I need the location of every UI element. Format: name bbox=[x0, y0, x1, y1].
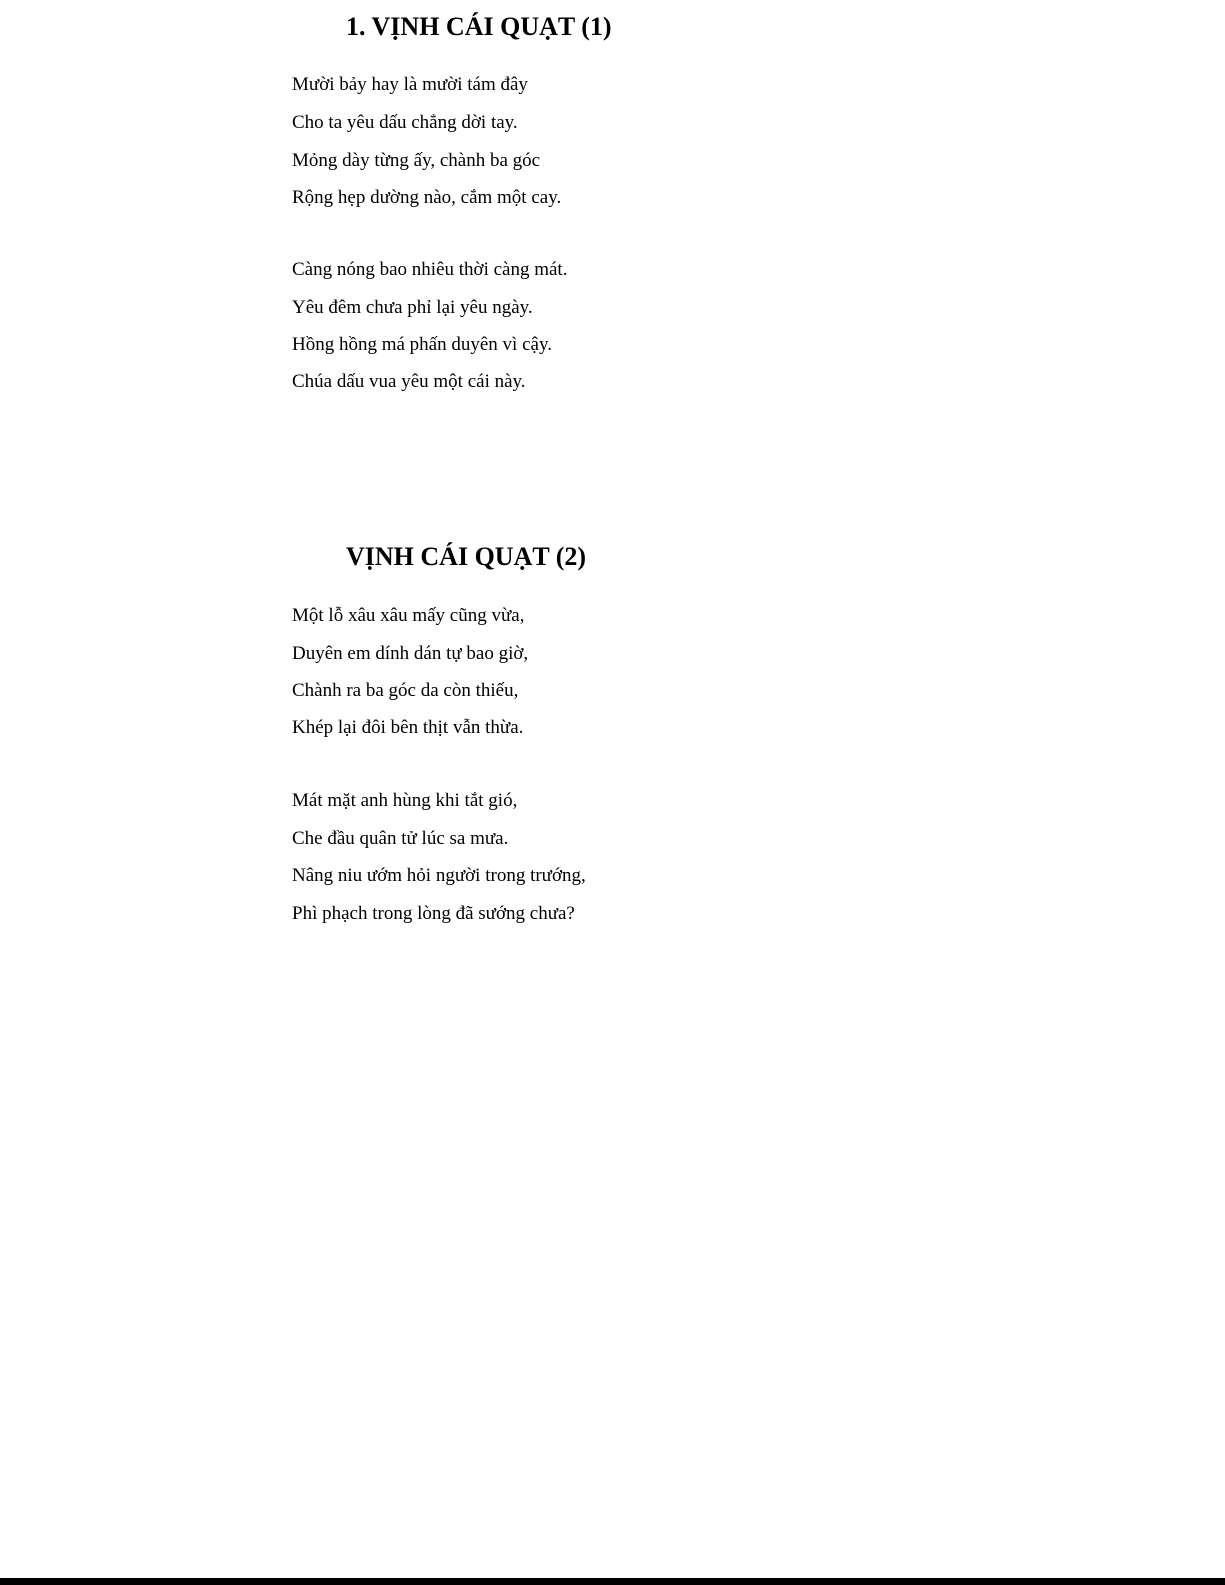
poem-line: Duyên em dính dán tự bao giờ, bbox=[292, 643, 529, 664]
poem-line: Càng nóng bao nhiêu thời càng mát. bbox=[292, 259, 568, 280]
poem-line: Một lỗ xâu xâu mấy cũng vừa, bbox=[292, 605, 525, 626]
poem-line: Rộng hẹp dường nào, cắm một cay. bbox=[292, 187, 562, 208]
poem-line: Mát mặt anh hùng khi tắt gió, bbox=[292, 790, 518, 811]
page-bottom-border bbox=[0, 1578, 1225, 1585]
poem-line: Nâng niu ướm hỏi người trong trướng, bbox=[292, 865, 586, 886]
poem-2-title: VỊNH CÁI QUẠT (2) bbox=[346, 542, 587, 571]
poem-line: Mười bảy hay là mười tám đây bbox=[292, 74, 528, 95]
poem-line: Cho ta yêu dấu chẳng dời tay. bbox=[292, 112, 518, 133]
poem-line: Yêu đêm chưa phỉ lại yêu ngày. bbox=[292, 297, 533, 318]
poem-1-title: 1. VỊNH CÁI QUẠT (1) bbox=[346, 12, 612, 41]
poem-line: Chành ra ba góc da còn thiếu, bbox=[292, 680, 519, 701]
poem-line: Phì phạch trong lòng đã sướng chưa? bbox=[292, 903, 575, 924]
poem-line: Khép lại đôi bên thịt vẫn thừa. bbox=[292, 717, 524, 738]
poem-line: Hồng hồng má phấn duyên vì cậy. bbox=[292, 334, 552, 355]
poem-line: Chúa dấu vua yêu một cái này. bbox=[292, 371, 526, 392]
poem-line: Mỏng dày từng ấy, chành ba góc bbox=[292, 150, 541, 171]
poem-line: Che đầu quân tử lúc sa mưa. bbox=[292, 828, 509, 849]
